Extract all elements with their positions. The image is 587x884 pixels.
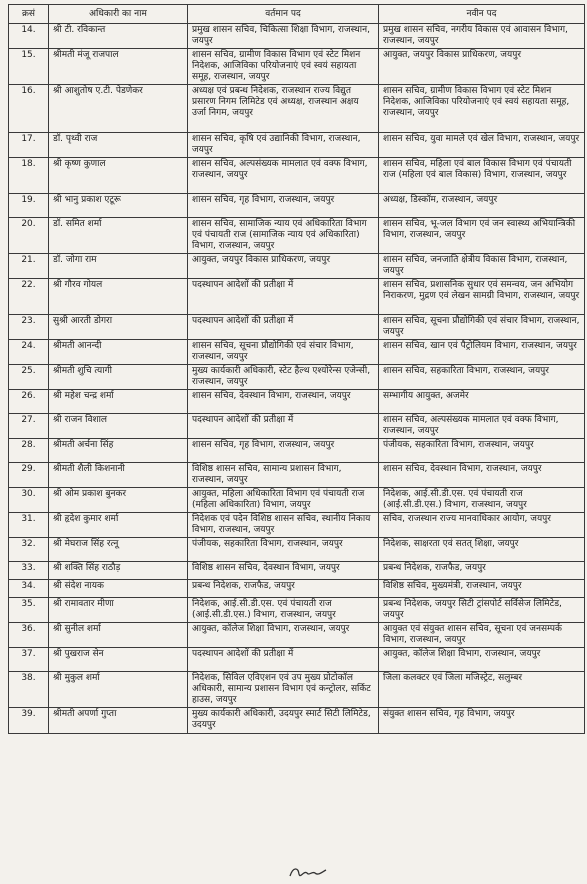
serial-no-cell: 15.: [9, 49, 49, 85]
table-row: [9, 439, 585, 463]
officer-name-cell: डॉ. समित शर्मा: [49, 218, 188, 254]
new-post-cell: सम्भागीय आयुक्त, अजमेर: [379, 390, 585, 414]
new-post-cell: संयुक्त शासन सचिव, गृह विभाग, जयपुर: [379, 708, 585, 734]
new-post-cell: निदेशक, आई.सी.डी.एस. एवं पंचायती राज (आई.सी.डी.एस.) विभाग, राजस्थान, जयपुर: [379, 488, 585, 513]
officer-name-cell: श्री रामावतार मीणा: [49, 598, 188, 623]
current-post-cell: आयुक्त, महिला अधिकारिता विभाग एवं पंचायती राज (महिला अधिकारिता) विभाग, जयपुर: [188, 488, 379, 513]
officer-name-cell: डॉ. पृथ्वी राज: [49, 133, 188, 158]
serial-no-cell: 29.: [9, 463, 49, 488]
serial-no-cell: 32.: [9, 538, 49, 562]
officer-name-cell: श्री मुकुल शर्मा: [49, 672, 188, 708]
officer-name-cell: श्री भानु प्रकाश एटूरू: [49, 194, 188, 218]
serial-no-cell: 23.: [9, 315, 49, 340]
header-current-post: वर्तमान पद: [188, 5, 379, 24]
current-post-cell: पंजीयक, सहकारिता विभाग, राजस्थान, जयपुर: [188, 538, 379, 562]
new-post-cell: जिला कलक्टर एवं जिला मजिस्ट्रेट, सलुम्बर: [379, 672, 585, 708]
new-post-cell: शासन सचिव, अल्पसंख्यक मामलात एवं वक्फ विभाग, राजस्थान, जयपुर: [379, 414, 585, 439]
serial-no-cell: 16.: [9, 85, 49, 133]
serial-no-cell: 25.: [9, 365, 49, 390]
current-post-cell: पदस्थापन आदेशों की प्रतीक्षा में: [188, 414, 379, 439]
new-post-cell: अध्यक्ष, डिस्कॉम, राजस्थान, जयपुर: [379, 194, 585, 218]
table-row: [9, 390, 585, 414]
new-post-cell: शासन सचिव, महिला एवं बाल विकास विभाग एवं पंचायती राज (महिला एवं बाल विकास) विभाग, राजस्थान, जयपुर: [379, 158, 585, 194]
table-row: [9, 315, 585, 340]
current-post-cell: शासन सचिव, गृह विभाग, राजस्थान, जयपुर: [188, 439, 379, 463]
current-post-cell: शासन सचिव, गृह विभाग, राजस्थान, जयपुर: [188, 194, 379, 218]
current-post-cell: निदेशक, सिविल एविएशन एवं उप मुख्य प्रोटोकॉल अधिकारी, सामान्य प्रशासन विभाग एवं कन्ट्रोलर, सर्किट हाउस, जयपुर: [188, 672, 379, 708]
header-officer-name: अधिकारी का नाम: [49, 5, 188, 24]
serial-no-cell: 39.: [9, 708, 49, 734]
new-post-cell: प्रबन्ध निदेशक, राजफैड, जयपुर: [379, 562, 585, 580]
serial-no-cell: 19.: [9, 194, 49, 218]
officer-name-cell: श्री राजन विशाल: [49, 414, 188, 439]
current-post-cell: शासन सचिव, सामाजिक न्याय एवं अधिकारिता विभाग एवं पंचायती राज (सामाजिक न्याय एवं अधिकारिता) विभाग, राजस्थान, जयपुर: [188, 218, 379, 254]
table-row: [9, 279, 585, 315]
new-post-cell: शासन सचिव, ग्रामीण विकास विभाग एवं स्टेट मिशन निदेशक, आजिविका परियोजनाएं एवं स्वयं सहायता समूह, राजस्थान, जयपुर: [379, 85, 585, 133]
officer-name-cell: श्री मेघराज सिंह रत्नू: [49, 538, 188, 562]
serial-no-cell: 22.: [9, 279, 49, 315]
current-post-cell: पदस्थापन आदेशों की प्रतीक्षा में: [188, 648, 379, 672]
officer-name-cell: श्री ओम प्रकाश बुनकर: [49, 488, 188, 513]
table-row: [9, 513, 585, 538]
serial-no-cell: 26.: [9, 390, 49, 414]
new-post-cell: शासन सचिव, प्रशासनिक सुधार एवं समन्वय, जन अभियोग निराकरण, मुद्रण एवं लेखन सामग्री विभाग, राजस्थान, जयपुर: [379, 279, 585, 315]
signature-mark: [287, 864, 329, 882]
serial-no-cell: 31.: [9, 513, 49, 538]
serial-no-cell: 28.: [9, 439, 49, 463]
table-row: [9, 562, 585, 580]
new-post-cell: सचिव, राजस्थान राज्य मानवाधिकार आयोग, जयपुर: [379, 513, 585, 538]
new-post-cell: पंजीयक, सहकारिता विभाग, राजस्थान, जयपुर: [379, 439, 585, 463]
new-post-cell: शासन सचिव, सूचना प्रौद्योगिकी एवं संचार विभाग, राजस्थान, जयपुर: [379, 315, 585, 340]
officer-name-cell: श्रीमती अपर्णा गुप्ता: [49, 708, 188, 734]
current-post-cell: अध्यक्ष एवं प्रबन्ध निदेशक, राजस्थान राज्य विद्युत प्रसारण निगम लिमिटेड एवं अध्यक्ष, राजस्थान अक्षय उर्जा निगम, जयपुर: [188, 85, 379, 133]
new-post-cell: प्रबन्ध निदेशक, जयपुर सिटी ट्रांसपोर्ट सर्विसेज लिमिटेड, जयपुर: [379, 598, 585, 623]
officer-name-cell: श्रीमती शैली किशनानी: [49, 463, 188, 488]
new-post-cell: शासन सचिव, जनजाति क्षेत्रीय विकास विभाग, राजस्थान, जयपुर: [379, 254, 585, 279]
current-post-cell: पदस्थापन आदेशों की प्रतीक्षा में: [188, 315, 379, 340]
current-post-cell: शासन सचिव, सूचना प्रौद्योगिकी एवं संचार विभाग, राजस्थान, जयपुर: [188, 340, 379, 365]
new-post-cell: विशिष्ठ सचिव, मुख्यमंत्री, राजस्थान, जयपुर: [379, 580, 585, 598]
table-row: [9, 365, 585, 390]
serial-no-cell: 18.: [9, 158, 49, 194]
officer-name-cell: श्रीमती मंजू राजपाल: [49, 49, 188, 85]
current-post-cell: प्रमुख शासन सचिव, चिकित्सा शिक्षा विभाग, राजस्थान, जयपुर: [188, 24, 379, 49]
current-post-cell: शासन सचिव, अल्पसंख्यक मामलात एवं वक्फ विभाग, राजस्थान, जयपुर: [188, 158, 379, 194]
header-serial-no: क्रसं: [9, 5, 49, 24]
current-post-cell: विशिष्ठ शासन सचिव, सामान्य प्रशासन विभाग, राजस्थान, जयपुर: [188, 463, 379, 488]
current-post-cell: शासन सचिव, ग्रामीण विकास विभाग एवं स्टेट मिशन निदेशक, आजिविका परियोजनाएं एवं स्वयं सहायता समूह, राजस्थान, जयपुर: [188, 49, 379, 85]
current-post-cell: पदस्थापन आदेशों की प्रतीक्षा में: [188, 279, 379, 315]
table-row: [9, 598, 585, 623]
table-row: [9, 24, 585, 49]
officer-name-cell: श्री टी. रविकान्त: [49, 24, 188, 49]
officer-name-cell: सुश्री आरती डोगरा: [49, 315, 188, 340]
new-post-cell: शासन सचिव, भू-जल विभाग एवं जन स्वास्थ्य अभियान्त्रिकी विभाग, राजस्थान, जयपुर: [379, 218, 585, 254]
current-post-cell: मुख्य कार्यकारी अधिकारी, उदयपुर स्मार्ट सिटी लिमिटेड, उदयपुर: [188, 708, 379, 734]
serial-no-cell: 38.: [9, 672, 49, 708]
new-post-cell: शासन सचिव, सहकारिता विभाग, राजस्थान, जयपुर: [379, 365, 585, 390]
serial-no-cell: 24.: [9, 340, 49, 365]
officer-name-cell: श्री सुनील शर्मा: [49, 623, 188, 648]
serial-no-cell: 36.: [9, 623, 49, 648]
serial-no-cell: 20.: [9, 218, 49, 254]
table-row: [9, 218, 585, 254]
table-row: [9, 158, 585, 194]
officer-name-cell: श्री संदेश नायक: [49, 580, 188, 598]
serial-no-cell: 30.: [9, 488, 49, 513]
officer-name-cell: डॉ. जोगा राम: [49, 254, 188, 279]
serial-no-cell: 27.: [9, 414, 49, 439]
officer-name-cell: श्रीमती शुचि त्यागी: [49, 365, 188, 390]
officer-name-cell: श्रीमती आनन्दी: [49, 340, 188, 365]
table-row: [9, 340, 585, 365]
current-post-cell: शासन सचिव, कृषि एवं उद्यानिकी विभाग, राजस्थान, जयपुर: [188, 133, 379, 158]
table-body: [9, 24, 585, 734]
current-post-cell: शासन सचिव, देवस्थान विभाग, राजस्थान, जयपुर: [188, 390, 379, 414]
serial-no-cell: 33.: [9, 562, 49, 580]
current-post-cell: प्रबन्ध निदेशक, राजफैड, जयपुर: [188, 580, 379, 598]
officer-name-cell: श्री पुखराज सेन: [49, 648, 188, 672]
table-row: [9, 538, 585, 562]
table-row: [9, 672, 585, 708]
serial-no-cell: 21.: [9, 254, 49, 279]
current-post-cell: विशिष्ठ शासन सचिव, देवस्थान विभाग, जयपुर: [188, 562, 379, 580]
officer-name-cell: श्री शक्ति सिंह राठौड़: [49, 562, 188, 580]
new-post-cell: शासन सचिव, देवस्थान विभाग, राजस्थान, जयपुर: [379, 463, 585, 488]
table-row: [9, 463, 585, 488]
current-post-cell: निदेशक, आई.सी.डी.एस. एवं पंचायती राज (आई.सी.डी.एस.) विभाग, राजस्थान, जयपुर: [188, 598, 379, 623]
header-new-post: नवीन पद: [379, 5, 585, 24]
current-post-cell: आयुक्त, जयपुर विकास प्राधिकरण, जयपुर: [188, 254, 379, 279]
new-post-cell: प्रमुख शासन सचिव, नगरीय विकास एवं आवासन विभाग, राजस्थान, जयपुर: [379, 24, 585, 49]
serial-no-cell: 37.: [9, 648, 49, 672]
serial-no-cell: 35.: [9, 598, 49, 623]
serial-no-cell: 17.: [9, 133, 49, 158]
table-row: [9, 85, 585, 133]
officer-name-cell: श्री हृदेश कुमार शर्मा: [49, 513, 188, 538]
transfer-order-table: [8, 4, 585, 734]
new-post-cell: आयुक्त, कॉलेज शिक्षा विभाग, राजस्थान, जयपुर: [379, 648, 585, 672]
table-row: [9, 648, 585, 672]
officer-name-cell: श्री आशुतोष ए.टी. पेडणेकर: [49, 85, 188, 133]
officer-name-cell: श्री महेश चन्द्र शर्मा: [49, 390, 188, 414]
current-post-cell: आयुक्त, कॉलेज शिक्षा विभाग, राजस्थान, जयपुर: [188, 623, 379, 648]
table-row: [9, 133, 585, 158]
officer-name-cell: श्रीमती अर्चना सिंह: [49, 439, 188, 463]
table-row: [9, 623, 585, 648]
new-post-cell: आयुक्त एवं संयुक्त शासन सचिव, सूचना एवं जनसम्पर्क विभाग, राजस्थान, जयपुर: [379, 623, 585, 648]
table-row: [9, 708, 585, 734]
document-page: [8, 4, 584, 734]
table-row: [9, 194, 585, 218]
new-post-cell: आयुक्त, जयपुर विकास प्राधिकरण, जयपुर: [379, 49, 585, 85]
new-post-cell: निदेशक, साक्षरता एवं सतत् शिक्षा, जयपुर: [379, 538, 585, 562]
current-post-cell: निदेशक एवं पदेन विशिष्ठ शासन सचिव, स्थानीय निकाय विभाग, राजस्थान, जयपुर: [188, 513, 379, 538]
officer-name-cell: श्री गौरव गोयल: [49, 279, 188, 315]
serial-no-cell: 14.: [9, 24, 49, 49]
new-post-cell: शासन सचिव, युवा मामले एवं खेल विभाग, राजस्थान, जयपुर: [379, 133, 585, 158]
new-post-cell: शासन सचिव, खान एवं पैट्रोलियम विभाग, राजस्थान, जयपुर: [379, 340, 585, 365]
table-row: [9, 488, 585, 513]
table-header-row: [9, 5, 585, 24]
officer-name-cell: श्री कृष्ण कुणाल: [49, 158, 188, 194]
table-row: [9, 49, 585, 85]
current-post-cell: मुख्य कार्यकारी अधिकारी, स्टेट हैल्थ एश्योरेन्स एजेन्सी, राजस्थान, जयपुर: [188, 365, 379, 390]
serial-no-cell: 34.: [9, 580, 49, 598]
table-row: [9, 580, 585, 598]
table-row: [9, 254, 585, 279]
table-row: [9, 414, 585, 439]
